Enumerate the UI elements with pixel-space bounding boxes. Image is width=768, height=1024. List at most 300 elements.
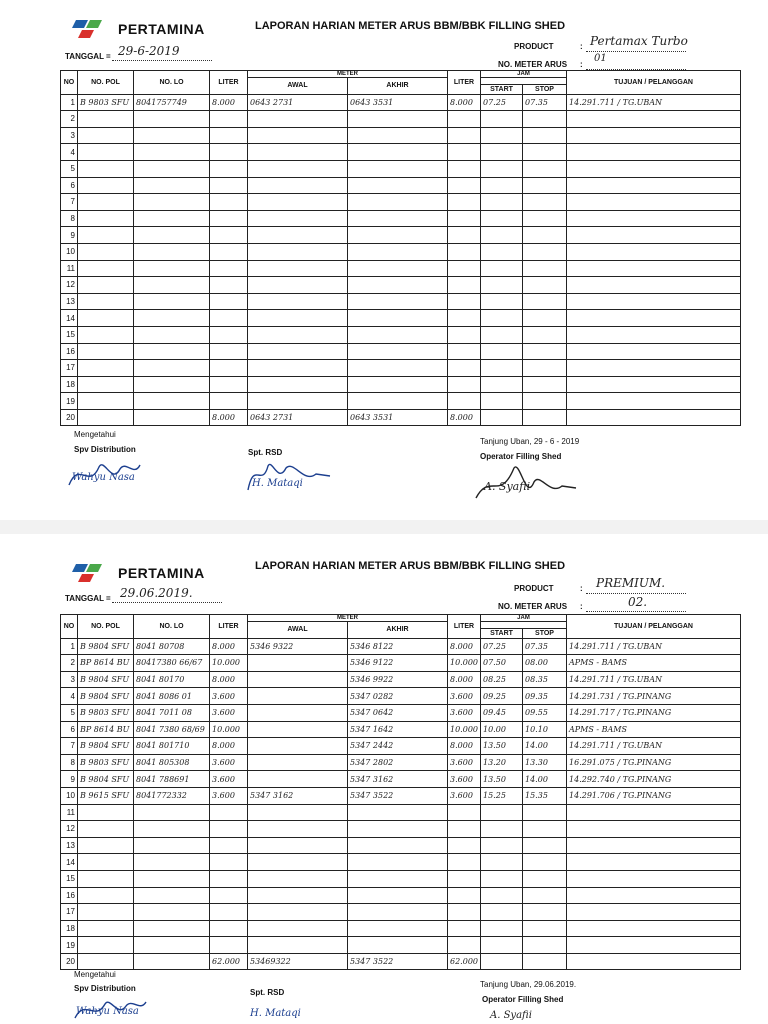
row-number: 9 — [61, 771, 78, 788]
cell-akhir — [348, 243, 448, 260]
col-stop: STOP — [523, 85, 567, 94]
pertamina-logo-icon — [72, 18, 112, 40]
col-liter: LITER — [210, 71, 248, 95]
cell-liter — [210, 393, 248, 410]
table-body — [61, 94, 741, 426]
cell-liter-2 — [448, 227, 481, 244]
cell-liter — [210, 920, 248, 937]
table-row — [61, 655, 741, 672]
col-start: START — [481, 629, 523, 638]
spt-rsd-label: Spt. RSD — [250, 988, 285, 997]
brand-name: PERTAMINA — [118, 21, 205, 37]
row-number: 7 — [61, 194, 78, 211]
cell-start — [481, 127, 523, 144]
cell-tujuan — [567, 127, 741, 144]
meter-dotline — [586, 611, 686, 612]
table-row — [61, 804, 741, 821]
tanggal-value: 29.06.2019. — [120, 586, 193, 600]
cell-akhir: 5347 2802 — [348, 754, 448, 771]
cell-start: 07.25 — [481, 638, 523, 655]
row-number: 8 — [61, 754, 78, 771]
cell-stop — [523, 376, 567, 393]
report-title: LAPORAN HARIAN METER ARUS BBM/BBK FILLING SHED — [255, 20, 566, 32]
cell-awal — [248, 210, 348, 227]
cell-start — [481, 343, 523, 360]
cell-tujuan — [567, 904, 741, 921]
cell-start: 09.45 — [481, 704, 523, 721]
cell-stop — [523, 277, 567, 294]
operator-signature-name: A. Syafii — [490, 1010, 532, 1021]
cell-awal — [248, 671, 348, 688]
table-row — [61, 854, 741, 871]
cell-stop: 09.55 — [523, 704, 567, 721]
place-date: Tanjung Uban, 29.06.2019. — [480, 980, 577, 989]
cell-liter — [210, 326, 248, 343]
row-number: 17 — [61, 360, 78, 377]
cell-start — [481, 111, 523, 128]
cell-start — [481, 177, 523, 194]
cell-no-lo — [134, 920, 210, 937]
cell-no-pol — [78, 177, 134, 194]
cell-no-lo — [134, 310, 210, 327]
cell-tujuan: 14.291.711 / TG.UBAN — [567, 94, 741, 111]
cell-no-pol — [78, 920, 134, 937]
cell-no-pol — [78, 409, 134, 426]
cell-awal — [248, 704, 348, 721]
cell-no-lo — [134, 194, 210, 211]
cell-awal — [248, 920, 348, 937]
row-number: 17 — [61, 904, 78, 921]
cell-liter-2: 3.600 — [448, 787, 481, 804]
cell-no-pol: B 9804 SFU — [78, 738, 134, 755]
cell-akhir — [348, 360, 448, 377]
row-number: 19 — [61, 937, 78, 954]
table-row — [61, 937, 741, 954]
cell-start — [481, 904, 523, 921]
cell-akhir — [348, 326, 448, 343]
cell-stop: 09.35 — [523, 688, 567, 705]
cell-no-lo: 8041 788691 — [134, 771, 210, 788]
col-no-lo: NO. LO — [134, 71, 210, 95]
product-dotline — [586, 51, 686, 52]
cell-stop — [523, 360, 567, 377]
cell-start: 08.25 — [481, 671, 523, 688]
cell-akhir — [348, 870, 448, 887]
cell-tujuan — [567, 343, 741, 360]
cell-awal — [248, 260, 348, 277]
cell-akhir — [348, 144, 448, 161]
cell-liter-2 — [448, 326, 481, 343]
cell-no-lo — [134, 887, 210, 904]
cell-liter-2 — [448, 177, 481, 194]
cell-liter-2: 10.000 — [448, 721, 481, 738]
cell-akhir — [348, 277, 448, 294]
product-label: PRODUCT — [514, 584, 554, 593]
cell-no-pol — [78, 293, 134, 310]
cell-no-pol — [78, 821, 134, 838]
cell-start — [481, 326, 523, 343]
row-number: 14 — [61, 310, 78, 327]
cell-liter — [210, 360, 248, 377]
spt-signature-name: H. Mataqi — [250, 1008, 301, 1019]
cell-tujuan: 14.291.711 / TG.UBAN — [567, 638, 741, 655]
cell-akhir — [348, 904, 448, 921]
cell-no-pol — [78, 243, 134, 260]
cell-start: 07.25 — [481, 94, 523, 111]
cell-tujuan: 14.291.731 / TG.PINANG — [567, 688, 741, 705]
table-row — [61, 227, 741, 244]
cell-awal — [248, 870, 348, 887]
cell-liter-2 — [448, 804, 481, 821]
cell-no-pol — [78, 127, 134, 144]
cell-awal — [248, 721, 348, 738]
cell-stop — [523, 870, 567, 887]
cell-liter-2 — [448, 260, 481, 277]
row-number: 11 — [61, 260, 78, 277]
cell-awal: 5347 3162 — [248, 787, 348, 804]
cell-tujuan — [567, 210, 741, 227]
cell-stop — [523, 821, 567, 838]
cell-no-lo — [134, 804, 210, 821]
row-number: 11 — [61, 804, 78, 821]
cell-liter — [210, 210, 248, 227]
cell-tujuan: 14.291.706 / TG.PINANG — [567, 787, 741, 804]
cell-tujuan — [567, 111, 741, 128]
cell-liter: 3.600 — [210, 688, 248, 705]
cell-tujuan: 14.292.740 / TG.PINANG — [567, 771, 741, 788]
cell-start — [481, 227, 523, 244]
cell-no-lo — [134, 177, 210, 194]
cell-tujuan — [567, 277, 741, 294]
cell-start — [481, 160, 523, 177]
cell-tujuan: 14.291.711 / TG.UBAN — [567, 671, 741, 688]
cell-akhir: 5346 9122 — [348, 655, 448, 672]
cell-no-lo — [134, 409, 210, 426]
cell-liter: 3.600 — [210, 754, 248, 771]
table-row — [61, 638, 741, 655]
table-row — [61, 160, 741, 177]
cell-awal — [248, 688, 348, 705]
col-liter-2: LITER — [448, 615, 481, 639]
cell-start: 13.50 — [481, 771, 523, 788]
cell-start — [481, 144, 523, 161]
cell-awal — [248, 837, 348, 854]
cell-akhir: 5347 3522 — [348, 953, 448, 970]
cell-stop — [523, 227, 567, 244]
cell-no-pol — [78, 837, 134, 854]
row-number: 15 — [61, 326, 78, 343]
cell-stop: 07.35 — [523, 638, 567, 655]
cell-stop — [523, 937, 567, 954]
cell-liter — [210, 376, 248, 393]
table-row — [61, 704, 741, 721]
cell-start — [481, 293, 523, 310]
cell-akhir — [348, 177, 448, 194]
cell-liter — [210, 144, 248, 161]
cell-no-lo — [134, 144, 210, 161]
cell-awal — [248, 227, 348, 244]
cell-no-lo — [134, 111, 210, 128]
cell-akhir: 5347 0282 — [348, 688, 448, 705]
cell-no-pol — [78, 343, 134, 360]
cell-liter: 8.000 — [210, 671, 248, 688]
cell-liter: 8.000 — [210, 738, 248, 755]
cell-awal — [248, 194, 348, 211]
cell-no-lo: 80417380 66/67 — [134, 655, 210, 672]
cell-stop: 08.00 — [523, 655, 567, 672]
row-number: 19 — [61, 393, 78, 410]
row-number: 4 — [61, 144, 78, 161]
row-number: 6 — [61, 177, 78, 194]
col-no: NO — [61, 615, 78, 639]
cell-akhir — [348, 310, 448, 327]
cell-liter — [210, 837, 248, 854]
cell-start — [481, 837, 523, 854]
cell-no-lo — [134, 904, 210, 921]
col-jam: JAM — [481, 615, 567, 622]
cell-no-lo: 8041 8086 01 — [134, 688, 210, 705]
cell-liter-2 — [448, 393, 481, 410]
cell-stop: 14.00 — [523, 738, 567, 755]
cell-tujuan: 16.291.075 / TG.PINANG — [567, 754, 741, 771]
cell-stop: 13.30 — [523, 754, 567, 771]
cell-stop — [523, 409, 567, 426]
cell-no-pol: B 9804 SFU — [78, 671, 134, 688]
cell-liter-2 — [448, 376, 481, 393]
cell-liter-2 — [448, 194, 481, 211]
cell-stop — [523, 210, 567, 227]
cell-start — [481, 804, 523, 821]
cell-start — [481, 870, 523, 887]
cell-awal — [248, 293, 348, 310]
cell-liter-2 — [448, 310, 481, 327]
cell-stop: 07.35 — [523, 94, 567, 111]
cell-tujuan — [567, 821, 741, 838]
cell-no-pol — [78, 160, 134, 177]
cell-liter-2: 3.600 — [448, 704, 481, 721]
col-no-pol: NO. POL — [78, 71, 134, 95]
cell-start — [481, 953, 523, 970]
cell-akhir — [348, 293, 448, 310]
cell-tujuan: APMS - BAMS — [567, 655, 741, 672]
cell-liter-2 — [448, 243, 481, 260]
cell-liter-2 — [448, 160, 481, 177]
tanggal-value: 29-6-2019 — [118, 44, 180, 58]
cell-akhir — [348, 194, 448, 211]
table-row — [61, 293, 741, 310]
cell-akhir — [348, 343, 448, 360]
table-row — [61, 310, 741, 327]
col-liter: LITER — [210, 615, 248, 639]
cell-no-lo — [134, 870, 210, 887]
table-row — [61, 376, 741, 393]
cell-no-pol — [78, 904, 134, 921]
cell-liter — [210, 343, 248, 360]
cell-no-lo — [134, 210, 210, 227]
place-date: Tanjung Uban, 29 - 6 - 2019 — [480, 437, 580, 446]
cell-stop — [523, 393, 567, 410]
cell-no-pol: B 9804 SFU — [78, 638, 134, 655]
cell-start: 15.25 — [481, 787, 523, 804]
cell-awal — [248, 393, 348, 410]
cell-liter — [210, 854, 248, 871]
table-row — [61, 721, 741, 738]
cell-akhir: 5347 2442 — [348, 738, 448, 755]
col-akhir: AKHIR — [348, 622, 448, 639]
cell-liter — [210, 160, 248, 177]
cell-no-lo — [134, 326, 210, 343]
cell-tujuan — [567, 310, 741, 327]
table-row — [61, 111, 741, 128]
cell-liter-2 — [448, 293, 481, 310]
cell-awal — [248, 144, 348, 161]
row-number: 20 — [61, 409, 78, 426]
col-akhir: AKHIR — [348, 78, 448, 95]
cell-akhir — [348, 393, 448, 410]
cell-tujuan — [567, 160, 741, 177]
cell-akhir: 5346 9922 — [348, 671, 448, 688]
cell-awal — [248, 360, 348, 377]
cell-no-pol — [78, 227, 134, 244]
table-row — [61, 127, 741, 144]
table-row — [61, 210, 741, 227]
cell-liter-2 — [448, 210, 481, 227]
product-value: PREMIUM. — [596, 576, 666, 590]
table-row — [61, 94, 741, 111]
meter-arus-value: 01 — [594, 53, 607, 64]
cell-liter-2: 3.600 — [448, 754, 481, 771]
spv-distribution-label: Spv Distribution — [74, 984, 136, 993]
cell-no-lo: 8041 7011 08 — [134, 704, 210, 721]
col-jam-spacer — [481, 622, 567, 629]
cell-liter-2 — [448, 870, 481, 887]
cell-liter-2 — [448, 821, 481, 838]
cell-liter: 8.000 — [210, 638, 248, 655]
cell-liter — [210, 194, 248, 211]
spv-signature-name: Wahyu Nasa — [76, 1006, 139, 1017]
row-number: 3 — [61, 127, 78, 144]
row-number: 20 — [61, 953, 78, 970]
cell-stop — [523, 920, 567, 937]
col-start: START — [481, 85, 523, 94]
cell-liter: 10.000 — [210, 721, 248, 738]
cell-liter — [210, 227, 248, 244]
cell-no-pol: B 9804 SFU — [78, 771, 134, 788]
row-number: 6 — [61, 721, 78, 738]
cell-tujuan: 14.291.711 / TG.UBAN — [567, 738, 741, 755]
cell-liter-2: 8.000 — [448, 671, 481, 688]
cell-liter: 8.000 — [210, 409, 248, 426]
cell-tujuan — [567, 227, 741, 244]
cell-no-pol — [78, 210, 134, 227]
cell-awal — [248, 937, 348, 954]
cell-stop: 14.00 — [523, 771, 567, 788]
pertamina-logo — [72, 562, 205, 584]
cell-akhir — [348, 260, 448, 277]
product-colon: : — [580, 584, 583, 593]
cell-stop: 10.10 — [523, 721, 567, 738]
cell-stop — [523, 837, 567, 854]
cell-start — [481, 920, 523, 937]
cell-start — [481, 937, 523, 954]
col-stop: STOP — [523, 629, 567, 638]
cell-no-lo — [134, 243, 210, 260]
row-number: 18 — [61, 376, 78, 393]
cell-tujuan — [567, 360, 741, 377]
cell-no-lo: 8041 80170 — [134, 671, 210, 688]
cell-no-pol: B 9803 SFU — [78, 94, 134, 111]
brand-name: PERTAMINA — [118, 565, 205, 581]
operator-signature-name: A. Syafii — [484, 480, 531, 493]
spv-signature-icon — [64, 455, 144, 495]
row-number: 10 — [61, 243, 78, 260]
cell-start — [481, 260, 523, 277]
table-row — [61, 144, 741, 161]
cell-liter — [210, 243, 248, 260]
table-row — [61, 837, 741, 854]
table-row — [61, 870, 741, 887]
cell-start — [481, 854, 523, 871]
cell-stop — [523, 904, 567, 921]
cell-liter — [210, 177, 248, 194]
row-number: 13 — [61, 837, 78, 854]
cell-liter-2: 3.600 — [448, 688, 481, 705]
cell-start: 10.00 — [481, 721, 523, 738]
report-form-2 — [0, 540, 768, 1024]
cell-akhir: 5347 0642 — [348, 704, 448, 721]
cell-tujuan — [567, 260, 741, 277]
cell-awal — [248, 343, 348, 360]
cell-akhir — [348, 854, 448, 871]
spt-signature-icon — [244, 458, 334, 496]
table-row — [61, 688, 741, 705]
cell-akhir — [348, 160, 448, 177]
table-row — [61, 326, 741, 343]
cell-awal — [248, 277, 348, 294]
cell-tujuan — [567, 144, 741, 161]
cell-akhir — [348, 937, 448, 954]
cell-akhir — [348, 127, 448, 144]
cell-liter: 3.600 — [210, 771, 248, 788]
cell-tujuan — [567, 376, 741, 393]
cell-akhir — [348, 887, 448, 904]
cell-no-pol — [78, 804, 134, 821]
table-row — [61, 920, 741, 937]
table-row — [61, 243, 741, 260]
cell-no-pol — [78, 144, 134, 161]
cell-stop — [523, 343, 567, 360]
cell-stop — [523, 160, 567, 177]
cell-awal: 0643 2731 — [248, 409, 348, 426]
table-row — [61, 393, 741, 410]
cell-stop — [523, 953, 567, 970]
cell-no-lo — [134, 260, 210, 277]
report-title: LAPORAN HARIAN METER ARUS BBM/BBK FILLING SHED — [255, 560, 566, 572]
table-row — [61, 194, 741, 211]
table-row — [61, 821, 741, 838]
cell-no-pol — [78, 854, 134, 871]
cell-no-pol: B 9803 SFU — [78, 754, 134, 771]
row-number: 13 — [61, 293, 78, 310]
col-awal: AWAL — [248, 78, 348, 95]
cell-stop — [523, 293, 567, 310]
meter-arus-value: 02. — [628, 595, 648, 609]
table-row — [61, 771, 741, 788]
spv-distribution-label: Spv Distribution — [74, 445, 136, 454]
cell-liter-2 — [448, 937, 481, 954]
cell-awal — [248, 326, 348, 343]
cell-start — [481, 393, 523, 410]
